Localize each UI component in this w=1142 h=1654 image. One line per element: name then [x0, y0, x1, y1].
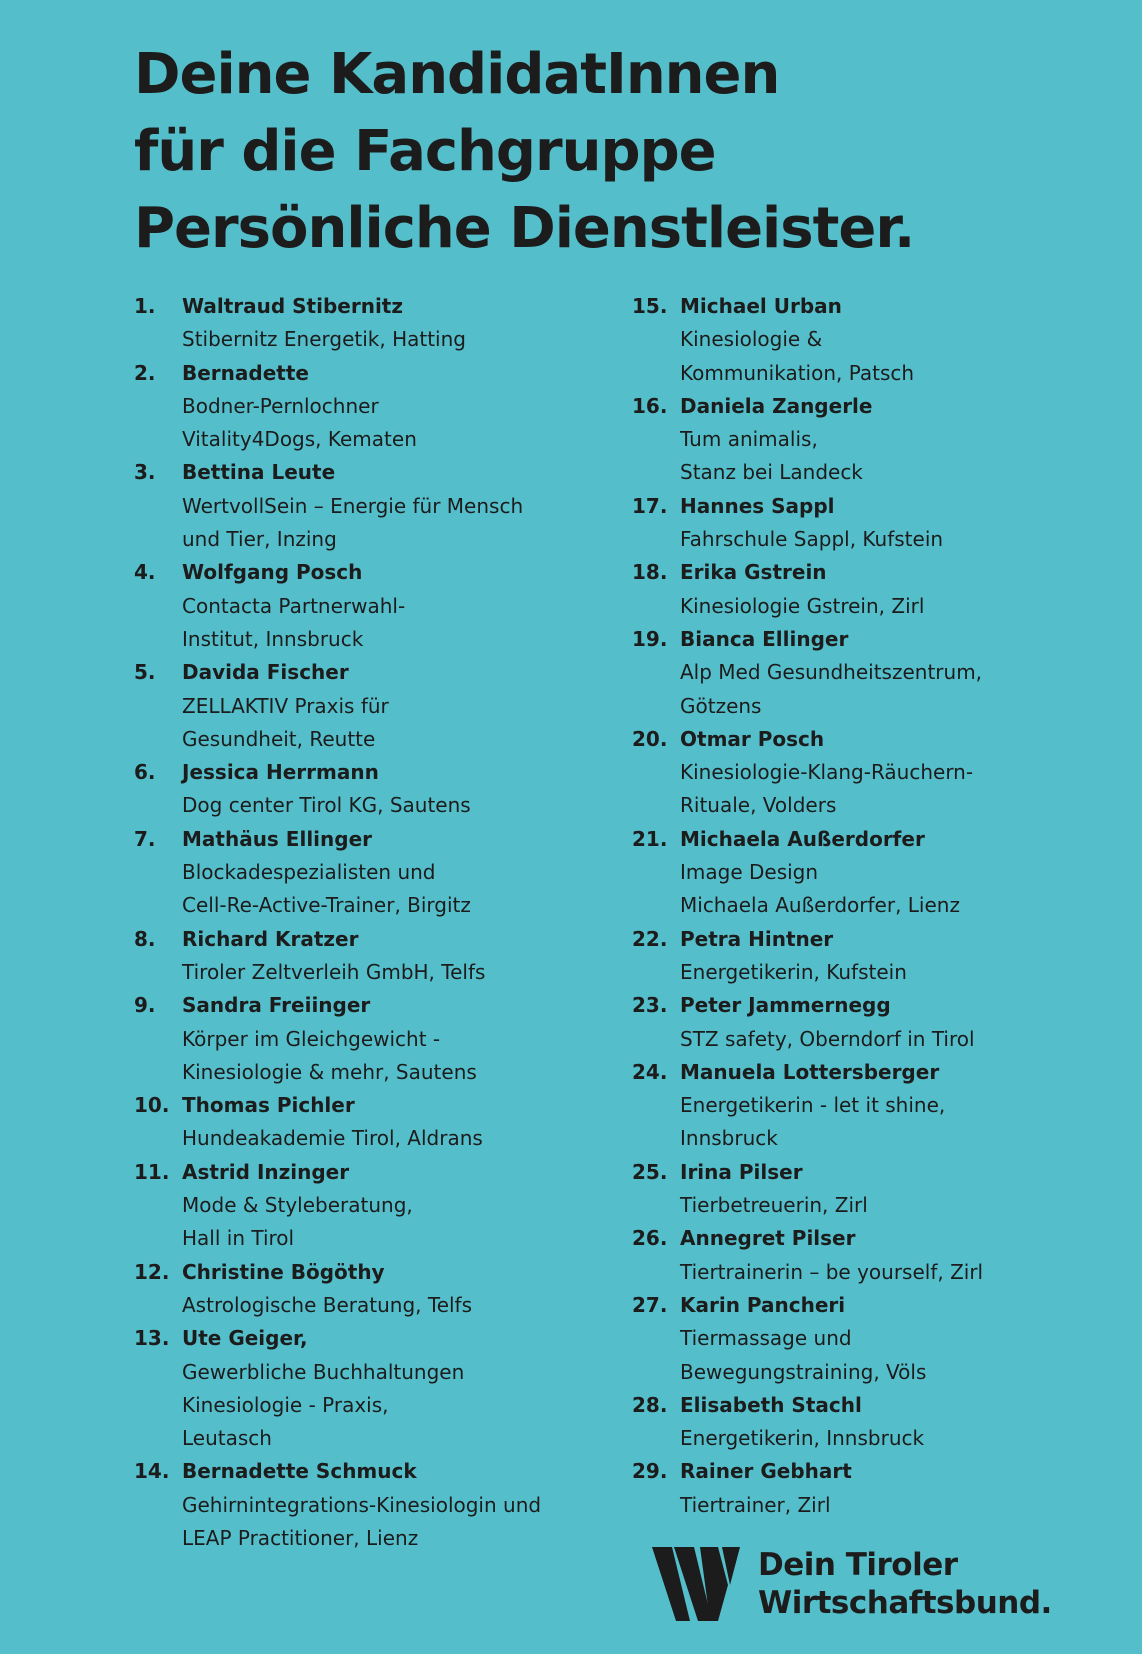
candidate-number: 19.: [632, 626, 668, 651]
candidate-details: [680, 989, 1112, 1056]
candidate-entry: [632, 1156, 1112, 1223]
candidate-details: [182, 357, 614, 457]
candidate-details: [182, 1455, 614, 1555]
candidate-affiliation: Fahrschule Sappl, Kufstein: [680, 527, 944, 552]
candidate-affiliation: Stanz bei Landeck: [680, 460, 863, 485]
candidate-number: 8.: [134, 926, 156, 951]
candidate-name: Christine Bögöthy: [182, 1259, 385, 1284]
candidate-details: [680, 390, 1112, 490]
candidate-affiliation: Alp Med Gesundheitszentrum,: [680, 660, 983, 685]
candidate-affiliation: Stibernitz Energetik, Hatting: [182, 327, 466, 352]
candidate-entry: [632, 989, 1112, 1056]
candidate-entry: [632, 723, 1112, 823]
candidate-affiliation: Tierbetreuerin, Zirl: [680, 1193, 868, 1218]
candidate-details: [182, 656, 614, 756]
candidate-details: [680, 1389, 1112, 1456]
candidate-number: 29.: [632, 1459, 668, 1484]
candidate-entry: [134, 756, 614, 823]
candidate-entry: [632, 1056, 1112, 1156]
candidate-affiliation: Bodner-Pernlochner: [182, 393, 379, 418]
candidate-entry: [134, 357, 614, 457]
candidate-entry: [632, 823, 1112, 923]
candidate-entry: [134, 923, 614, 990]
candidate-affiliation: Innsbruck: [680, 1126, 778, 1151]
candidate-affiliation: LEAP Practitioner, Lienz: [182, 1525, 419, 1550]
candidate-details: [680, 490, 1112, 557]
candidate-affiliation: Kinesiologie-Klang-Räuchern-: [680, 760, 974, 785]
candidate-details: [680, 1289, 1112, 1389]
candidate-name: Sandra Freiinger: [182, 993, 371, 1018]
candidate-entry: [134, 290, 614, 357]
candidate-entry: [134, 556, 614, 656]
candidate-details: [182, 456, 614, 556]
candidate-name: Manuela Lottersberger: [680, 1059, 940, 1084]
candidate-name: Hannes Sappl: [680, 493, 835, 518]
candidate-affiliation: Blockadespezialisten und: [182, 860, 436, 885]
candidate-affiliation: WertvollSein – Energie für Mensch: [182, 493, 524, 518]
candidate-number: 10.: [134, 1093, 170, 1118]
candidate-entry: [134, 456, 614, 556]
candidate-entry: [134, 1089, 614, 1156]
candidate-details: [680, 1455, 1112, 1522]
candidate-entry: [632, 556, 1112, 623]
candidate-affiliation: und Tier, Inzing: [182, 527, 337, 552]
candidate-entry: [134, 1156, 614, 1256]
candidate-number: 27.: [632, 1292, 668, 1317]
candidate-entry: [632, 1389, 1112, 1456]
candidate-details: [182, 756, 614, 823]
candidate-affiliation: Vitality4Dogs, Kematen: [182, 427, 417, 452]
candidate-name: Waltraud Stibernitz: [182, 294, 403, 318]
candidate-name: Petra Hintner: [680, 926, 834, 951]
logo-line-2: Wirtschaftsbund.: [758, 1585, 1052, 1621]
candidate-name: Bianca Ellinger: [680, 626, 849, 651]
candidate-number: 20.: [632, 726, 668, 751]
candidate-details: [680, 556, 1112, 623]
wirtschaftsbund-logo: [652, 1546, 1052, 1622]
candidate-entry: [632, 923, 1112, 990]
candidate-details: [182, 1322, 614, 1455]
title-line-3: Persönliche Dienstleister.: [134, 196, 915, 261]
logo-line-1: Dein Tiroler: [758, 1547, 958, 1583]
candidate-number: 6.: [134, 760, 156, 785]
candidate-number: 16.: [632, 393, 668, 418]
candidate-number: 3.: [134, 460, 156, 485]
candidate-affiliation: Mode & Styleberatung,: [182, 1193, 413, 1218]
candidate-number: 28.: [632, 1392, 668, 1417]
candidate-details: [680, 823, 1112, 923]
candidate-name: Michael Urban: [680, 294, 842, 318]
title-line-2: für die Fachgruppe: [134, 119, 716, 184]
candidate-affiliation: Gewerbliche Buchhaltungen: [182, 1359, 465, 1384]
candidate-number: 2.: [134, 360, 156, 385]
candidate-number: 23.: [632, 993, 668, 1018]
candidate-name: Thomas Pichler: [182, 1093, 355, 1118]
candidate-affiliation: Bewegungstraining, Völs: [680, 1359, 927, 1384]
candidate-entry: [134, 1256, 614, 1323]
candidate-affiliation: Körper im Gleichgewicht -: [182, 1026, 441, 1051]
candidate-number: 15.: [632, 294, 668, 318]
candidate-details: [182, 1256, 614, 1323]
candidate-affiliation: Dog center Tirol KG, Sautens: [182, 793, 471, 818]
page-title: [134, 36, 914, 267]
candidate-affiliation: Energetikerin, Innsbruck: [680, 1426, 925, 1451]
candidate-entry: [632, 290, 1112, 390]
candidate-affiliation: Kinesiologie Gstrein, Zirl: [680, 593, 925, 618]
candidate-number: 17.: [632, 493, 668, 518]
candidate-entry: [632, 390, 1112, 490]
candidate-details: [182, 923, 614, 990]
candidate-details: [680, 1222, 1112, 1289]
candidate-affiliation: Gesundheit, Reutte: [182, 726, 376, 751]
candidate-name: Rainer Gebhart: [680, 1459, 852, 1484]
candidate-name: Otmar Posch: [680, 726, 825, 751]
candidate-details: [182, 290, 614, 357]
candidate-name: Peter Jammernegg: [680, 993, 891, 1018]
candidate-entry: [134, 1322, 614, 1455]
candidate-affiliation: STZ safety, Oberndorf in Tirol: [680, 1026, 975, 1051]
candidate-entry: [134, 989, 614, 1089]
candidate-details: [680, 1056, 1112, 1156]
candidate-details: [182, 556, 614, 656]
candidate-details: [680, 1156, 1112, 1223]
candidate-details: [182, 823, 614, 923]
candidate-number: 18.: [632, 560, 668, 585]
candidate-number: 4.: [134, 560, 156, 585]
candidate-affiliation: Leutasch: [182, 1426, 272, 1451]
candidate-entry: [632, 623, 1112, 723]
candidate-details: [182, 989, 614, 1089]
candidate-list-right: [632, 290, 1112, 1522]
candidate-number: 13.: [134, 1326, 170, 1351]
candidate-details: [680, 290, 1112, 390]
candidate-name: Annegret Pilser: [680, 1226, 856, 1251]
candidate-name: Bernadette: [182, 360, 309, 385]
candidate-number: 22.: [632, 926, 668, 951]
candidate-name: Ute Geiger,: [182, 1326, 308, 1351]
candidate-details: [680, 623, 1112, 723]
candidate-details: [182, 1156, 614, 1256]
candidate-name: Astrid Inzinger: [182, 1159, 350, 1184]
candidate-affiliation: Hundeakademie Tirol, Aldrans: [182, 1126, 483, 1151]
candidate-entry: [632, 1222, 1112, 1289]
candidate-affiliation: Tiroler Zeltverleih GmbH, Telfs: [182, 959, 486, 984]
candidate-number: 14.: [134, 1459, 170, 1484]
candidate-affiliation: Image Design: [680, 860, 819, 885]
candidate-affiliation: Energetikerin, Kufstein: [680, 959, 907, 984]
candidate-affiliation: Tum animalis,: [680, 427, 818, 452]
candidate-affiliation: Kinesiologie & mehr, Sautens: [182, 1059, 477, 1084]
candidate-affiliation: Tiermassage und: [680, 1326, 852, 1351]
candidate-number: 11.: [134, 1159, 170, 1184]
candidate-affiliation: Institut, Innsbruck: [182, 626, 364, 651]
candidate-affiliation: Kommunikation, Patsch: [680, 360, 915, 385]
candidate-number: 5.: [134, 660, 156, 685]
candidate-number: 7.: [134, 826, 156, 851]
candidate-number: 9.: [134, 993, 156, 1018]
candidate-affiliation: Gehirnintegrations-Kinesiologin und: [182, 1492, 542, 1517]
candidate-number: 25.: [632, 1159, 668, 1184]
candidate-name: Davida Fischer: [182, 660, 349, 685]
candidate-details: [182, 1089, 614, 1156]
candidate-entry: [632, 1289, 1112, 1389]
logo-text: [758, 1546, 1052, 1622]
candidate-entry: [134, 656, 614, 756]
candidate-details: [680, 723, 1112, 823]
candidate-number: 21.: [632, 826, 668, 851]
candidate-list-left: [134, 290, 614, 1555]
candidate-affiliation: Tiertrainerin – be yourself, Zirl: [680, 1259, 984, 1284]
candidate-affiliation: Energetikerin - let it shine,: [680, 1093, 946, 1118]
candidate-number: 1.: [134, 294, 156, 318]
candidate-affiliation: Michaela Außerdorfer, Lienz: [680, 893, 960, 918]
candidate-entry: [632, 490, 1112, 557]
wirtschaftsbund-w-icon: [652, 1547, 740, 1621]
candidate-affiliation: Hall in Tirol: [182, 1226, 295, 1251]
candidate-name: Elisabeth Stachl: [680, 1392, 862, 1417]
candidate-affiliation: Kinesiologie - Praxis,: [182, 1392, 389, 1417]
candidate-affiliation: Cell-Re-Active-Trainer, Birgitz: [182, 893, 471, 918]
candidate-name: Jessica Herrmann: [182, 760, 379, 785]
candidate-name: Erika Gstrein: [680, 560, 827, 585]
candidate-name: Michaela Außerdorfer: [680, 826, 925, 851]
title-line-1: Deine KandidatInnen: [134, 42, 780, 107]
candidate-affiliation: Tiertrainer, Zirl: [680, 1492, 831, 1517]
candidate-name: Karin Pancheri: [680, 1292, 846, 1317]
candidate-name: Bernadette Schmuck: [182, 1459, 417, 1484]
candidate-number: 12.: [134, 1259, 170, 1284]
candidate-name: Richard Kratzer: [182, 926, 359, 951]
candidate-affiliation: Götzens: [680, 693, 762, 718]
candidate-name: Wolfgang Posch: [182, 560, 363, 585]
candidate-affiliation: Kinesiologie &: [680, 327, 823, 352]
candidate-entry: [134, 823, 614, 923]
candidate-entry: [632, 1455, 1112, 1522]
candidate-name: Daniela Zangerle: [680, 393, 873, 418]
candidate-name: Irina Pilser: [680, 1159, 803, 1184]
candidate-affiliation: ZELLAKTIV Praxis für: [182, 693, 389, 718]
candidate-entry: [134, 1455, 614, 1555]
candidate-affiliation: Rituale, Volders: [680, 793, 837, 818]
candidate-number: 26.: [632, 1226, 668, 1251]
candidate-name: Bettina Leute: [182, 460, 336, 485]
candidate-affiliation: Astrologische Beratung, Telfs: [182, 1292, 473, 1317]
candidate-name: Mathäus Ellinger: [182, 826, 373, 851]
candidate-affiliation: Contacta Partnerwahl-: [182, 593, 406, 618]
candidate-number: 24.: [632, 1059, 668, 1084]
candidate-details: [680, 923, 1112, 990]
